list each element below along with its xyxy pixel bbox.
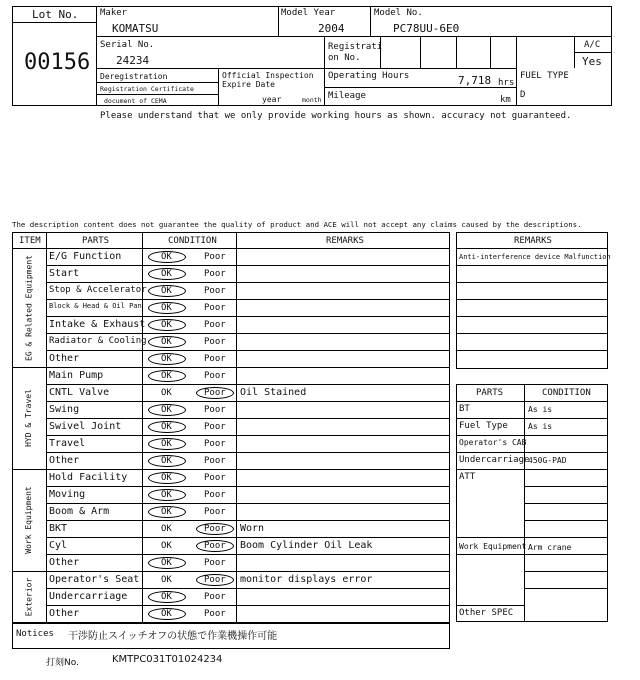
part-name: Cyl <box>49 540 68 551</box>
part-name: Other <box>49 353 80 364</box>
part-name: E/G Function <box>49 251 122 262</box>
poor-label: Poor <box>204 286 226 296</box>
part-name: Swivel Joint <box>49 421 122 432</box>
ok-label: OK <box>161 405 172 415</box>
condition-circle <box>148 455 186 467</box>
part-name: Other <box>49 608 80 619</box>
operating-hours-value: 7,718 <box>458 74 492 87</box>
th-parts: PARTS <box>82 236 110 246</box>
inspection-label-text: Official Inspection Expire Date <box>222 71 314 89</box>
poor-label: Poor <box>204 490 226 500</box>
group-label: Exterior <box>24 577 33 616</box>
ok-label: OK <box>161 252 172 262</box>
reg-cert-label: Registration Certificate <box>100 85 194 93</box>
condition-circle <box>148 489 186 501</box>
lot-label: Lot No. <box>32 8 79 21</box>
maker-value: KOMATSU <box>112 22 159 35</box>
ac-label: A/C <box>584 40 601 50</box>
condition-circle <box>196 540 234 552</box>
remark: Worn <box>240 523 265 534</box>
part-name: Start <box>49 268 80 279</box>
doc-cema-label: document of CEMA <box>104 97 167 105</box>
poor-label: Poor <box>204 422 226 432</box>
fuel-type-value: D <box>520 90 526 100</box>
ok-label: OK <box>161 422 172 432</box>
stamp-label: 打刻No. <box>46 658 79 668</box>
ok-label: OK <box>161 456 172 466</box>
condition-circle <box>148 591 186 603</box>
model-year-label: Model Year <box>281 8 336 18</box>
poor-label: Poor <box>204 320 226 330</box>
poor-label: Poor <box>204 303 226 313</box>
ok-label: OK <box>161 507 172 517</box>
part-name: Hold Facility <box>49 472 128 483</box>
ok-label: OK <box>161 575 172 585</box>
ok-label: OK <box>161 473 172 483</box>
work-equipment-value: Arm crane <box>528 543 572 552</box>
poor-label: Poor <box>204 609 226 619</box>
ok-label: OK <box>161 371 172 381</box>
part-name: Intake & Exhaust <box>49 319 146 330</box>
condition-circle <box>148 353 186 365</box>
poor-label: Poor <box>204 558 226 568</box>
part-name: Stop & Accelerator <box>49 285 147 295</box>
condition-circle <box>148 557 186 569</box>
year-label: year <box>262 95 282 104</box>
operating-hours-label: Operating Hours <box>328 71 410 81</box>
right-part-condition: As is <box>528 422 553 431</box>
condition-circle <box>148 608 186 620</box>
ok-label: OK <box>161 286 172 296</box>
part-name: Swing <box>49 404 80 415</box>
condition-circle <box>148 302 186 314</box>
th-remarks: REMARKS <box>326 236 364 246</box>
part-name: CNTL Valve <box>49 387 110 398</box>
stamp-value: KMTPC031T01024234 <box>112 654 223 665</box>
ok-label: OK <box>161 609 172 619</box>
condition-circle <box>196 523 234 535</box>
registration-label <box>328 42 382 64</box>
ok-label: OK <box>161 303 172 313</box>
serial-value: 24234 <box>116 54 150 67</box>
condition-circle <box>148 472 186 484</box>
poor-label: Poor <box>204 439 226 449</box>
poor-label: Poor <box>204 524 226 534</box>
deregistration-label: Deregistration <box>100 72 168 81</box>
group-label: Work Equipment <box>24 486 33 554</box>
ok-label: OK <box>161 541 172 551</box>
km-label: km <box>500 95 511 105</box>
condition-circle <box>148 506 186 518</box>
right-part-name: Undercarriage <box>459 455 530 465</box>
condition-circle <box>148 438 186 450</box>
maker-label: Maker <box>100 8 128 18</box>
part-name: Radiator & Cooling <box>49 336 147 346</box>
part-name: Main Pump <box>49 370 104 381</box>
poor-label: Poor <box>204 575 226 585</box>
part-name: Boom & Arm <box>49 506 110 517</box>
poor-label: Poor <box>204 269 226 279</box>
ok-label: OK <box>161 388 172 398</box>
right-remarks-header: REMARKS <box>514 236 552 246</box>
ok-label: OK <box>161 439 172 449</box>
remark: monitor displays error <box>240 574 373 585</box>
poor-label: Poor <box>204 456 226 466</box>
notices-text: 干渉防止スイッチオフの状態で作業機操作可能 <box>68 631 278 642</box>
condition-circle <box>148 421 186 433</box>
month-label: month <box>302 96 322 104</box>
poor-label: Poor <box>204 507 226 517</box>
serial-label: Serial No. <box>100 40 155 50</box>
right-part-name: ATT <box>459 472 476 482</box>
notices-label: Notices <box>16 629 54 639</box>
disclaimer: The description content does not guarantee the quality of product and ACE will not accept any claims caused by the descriptions. <box>12 220 582 229</box>
condition-circle <box>148 336 186 348</box>
part-name: Other <box>49 557 80 568</box>
registration-label-text: Registrati on No. <box>328 42 383 63</box>
condition-circle <box>148 251 186 263</box>
ok-label: OK <box>161 558 172 568</box>
model-no-value: PC78UU-6E0 <box>393 22 460 35</box>
th-item: ITEM <box>19 236 41 246</box>
poor-label: Poor <box>204 354 226 364</box>
th-condition: CONDITION <box>168 236 217 246</box>
inspection-label <box>222 71 314 89</box>
work-equipment-label: Work Equipment <box>459 542 527 551</box>
ok-label: OK <box>161 320 172 330</box>
poor-label: Poor <box>204 541 226 551</box>
part-name: Travel <box>49 438 86 449</box>
condition-circle <box>148 285 186 297</box>
right-part-name: Fuel Type <box>459 421 508 431</box>
part-name: Other <box>49 455 80 466</box>
part-name: Operator's Seat <box>49 574 140 585</box>
part-name: Undercarriage <box>49 591 128 602</box>
part-name: Block & Head & Oil Pan <box>49 302 142 310</box>
right-part-name: BT <box>459 404 470 414</box>
ac-value: Yes <box>582 55 602 68</box>
ok-label: OK <box>161 592 172 602</box>
right-part-name: Operator's CAB <box>459 438 527 447</box>
right-part-condition: 450G-PAD <box>528 456 567 465</box>
right-parts-header: PARTS <box>476 388 504 398</box>
ok-label: OK <box>161 337 172 347</box>
condition-circle <box>148 319 186 331</box>
mileage-label: Mileage <box>328 91 366 101</box>
poor-label: Poor <box>204 405 226 415</box>
model-no-label: Model No. <box>374 8 423 18</box>
ok-label: OK <box>161 269 172 279</box>
remark: Boom Cylinder Oil Leak <box>240 540 373 551</box>
model-year-value: 2004 <box>318 22 345 35</box>
part-name: BKT <box>49 523 68 534</box>
condition-circle <box>196 387 234 399</box>
group-label: EG & Related Equipment <box>24 254 33 361</box>
hrs-label: hrs <box>498 78 515 88</box>
other-spec-label: Other SPEC <box>459 608 514 618</box>
poor-label: Poor <box>204 337 226 347</box>
condition-circle <box>148 370 186 382</box>
condition-circle <box>148 268 186 280</box>
right-condition-header: CONDITION <box>542 388 591 398</box>
group-label: HYD & Travel <box>24 389 33 447</box>
poor-label: Poor <box>204 252 226 262</box>
right-part-condition: As is <box>528 405 553 414</box>
ok-label: OK <box>161 524 172 534</box>
condition-circle <box>196 574 234 586</box>
poor-label: Poor <box>204 371 226 381</box>
poor-label: Poor <box>204 592 226 602</box>
condition-circle <box>148 404 186 416</box>
remark: Oil Stained <box>240 387 307 398</box>
right-remarks-first: Anti-interference device Malfunction <box>459 253 611 261</box>
lot-number: 00156 <box>24 50 91 75</box>
ok-label: OK <box>161 354 172 364</box>
poor-label: Poor <box>204 388 226 398</box>
part-name: Moving <box>49 489 86 500</box>
fuel-type-label: FUEL TYPE <box>520 71 569 81</box>
hours-notice: Please understand that we only provide working hours as shown. accuracy not guaranteed. <box>100 111 572 121</box>
ok-label: OK <box>161 490 172 500</box>
poor-label: Poor <box>204 473 226 483</box>
